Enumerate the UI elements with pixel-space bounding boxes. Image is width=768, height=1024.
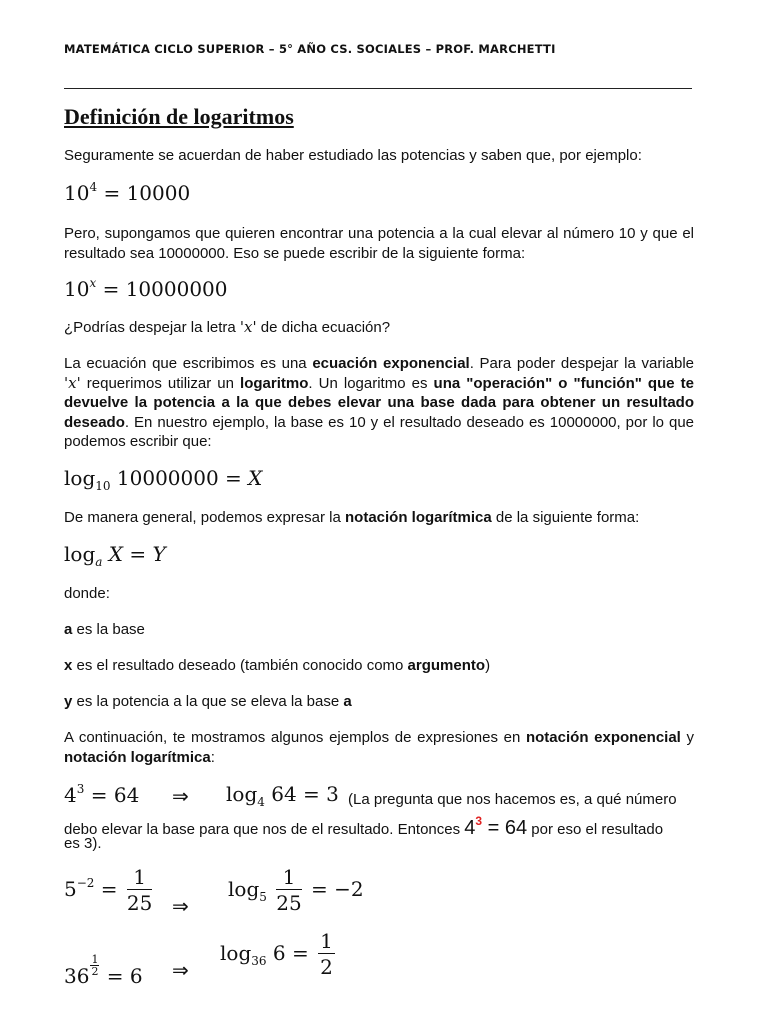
definition-exponent: y es la potencia a la que se eleva la base a xyxy=(64,693,352,710)
equation-general-log: $\log_a X = Y$ xyxy=(64,542,166,569)
example-2-logarithmic: $\log_5$ $\frac{1}{25}$ = −2 xyxy=(228,865,364,915)
paragraph-examples-intro: A continuación, te mostramos algunos ejemplos de expresiones en notación exponencial y notación logarítmica: xyxy=(64,729,694,766)
equation-log-example: $\log_{10} 10000000 = X$ xyxy=(64,466,263,493)
equation-power-example: $10^4 = 10000$ xyxy=(64,180,191,205)
implies-arrow-2: ⇒ xyxy=(172,894,189,918)
header-rule xyxy=(64,88,692,89)
example-1-logarithmic: $\log_4 64 = 3$ xyxy=(226,782,339,809)
example-1-note-line3: es 3). xyxy=(64,835,102,852)
example-3-exponential: 36 $\frac{1}{2}$ = 6 xyxy=(64,953,143,988)
paragraph-intro: Seguramente se acuerdan de haber estudiado las potencias y saben que, por ejemplo: xyxy=(64,147,642,164)
page-title: Definición de logaritmos xyxy=(64,104,294,129)
equation-exponential: $10^x = 10000000$ xyxy=(64,276,228,301)
definition-base: a es la base xyxy=(64,621,145,638)
page-header: MATEMÁTICA CICLO SUPERIOR – 5° AÑO CS. SOCIALES – PROF. MARCHETTI xyxy=(64,42,556,56)
example-3-logarithmic: $\log_{36} 6$ = $\frac{1}{2}$ xyxy=(220,929,333,979)
paragraph-logarithm-definition: La ecuación que escribimos es una ecuación exponencial. Para poder despejar la variable 'x' requerimos utilizar un logaritmo. Un logaritmo es una "operación" o "función" que te devuelve la potencia a la que debes elevar una base dada para obtener un resultado deseado. En nuestro ejemplo, la base es 10 y el resultado deseado es 10000000, por lo que podemos escribir que: xyxy=(64,355,694,450)
definition-argument: x es el resultado deseado (también conocido como argumento) xyxy=(64,657,491,674)
example-2-exponential: $5^{-2}$ = $\frac{1}{25}$ xyxy=(64,865,153,915)
example-1-note-line2: debo elevar la base para que nos de el resultado. Entonces $4^3 = 64$ por eso el resultado xyxy=(64,814,664,839)
implies-arrow-1: ⇒ xyxy=(172,784,189,808)
example-1-note-line1: (La pregunta que nos hacemos es, a qué número xyxy=(348,791,677,808)
paragraph-general-notation: De manera general, podemos expresar la notación logarítmica de la siguiente forma: xyxy=(64,509,640,526)
example-1-exponential: $4^3 = 64$ xyxy=(64,782,140,807)
paragraph-solve-x: ¿Podrías despejar la letra 'x' de dicha ecuación? xyxy=(64,318,391,336)
label-where: donde: xyxy=(64,585,110,602)
paragraph-question: Pero, supongamos que quieren encontrar una potencia a la cual elevar al número 10 y que el resultado sea 10000000. Eso se puede escribir de la siguiente forma: xyxy=(64,225,694,262)
implies-arrow-3: ⇒ xyxy=(172,958,189,982)
